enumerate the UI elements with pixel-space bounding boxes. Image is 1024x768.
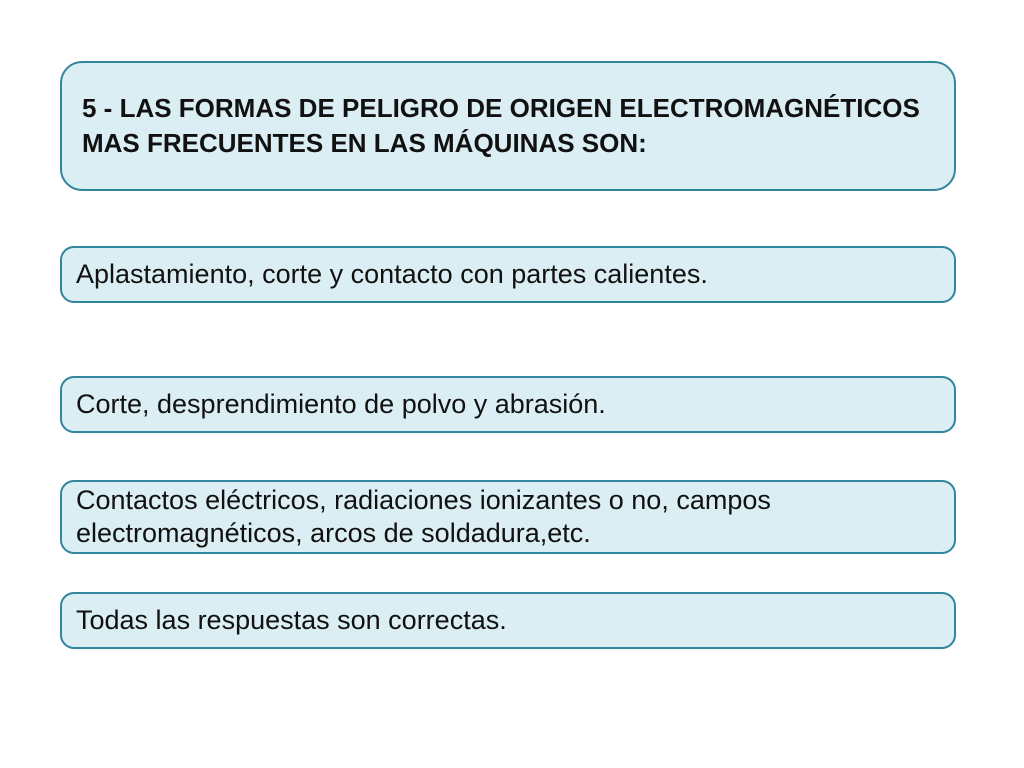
answer-option-1[interactable] [60, 246, 956, 303]
question-text: 5 - LAS FORMAS DE PELIGRO DE ORIGEN ELECTROMAGNÉTICOS MAS FRECUENTES EN LAS MÁQUINAS SON: [82, 93, 920, 158]
answer-option-2-text: Corte, desprendimiento de polvo y abrasión. [76, 389, 606, 419]
answer-option-3[interactable] [60, 480, 956, 554]
answer-option-3-text: Contactos eléctricos, radiaciones ionizantes o no, campos electromagnéticos, arcos de soldadura,etc. [76, 485, 771, 548]
answer-option-4[interactable] [60, 592, 956, 649]
question-box [60, 61, 956, 191]
answer-option-4-text: Todas las respuestas son correctas. [76, 605, 507, 635]
answer-option-2[interactable] [60, 376, 956, 433]
answer-option-1-text: Aplastamiento, corte y contacto con partes calientes. [76, 259, 708, 289]
